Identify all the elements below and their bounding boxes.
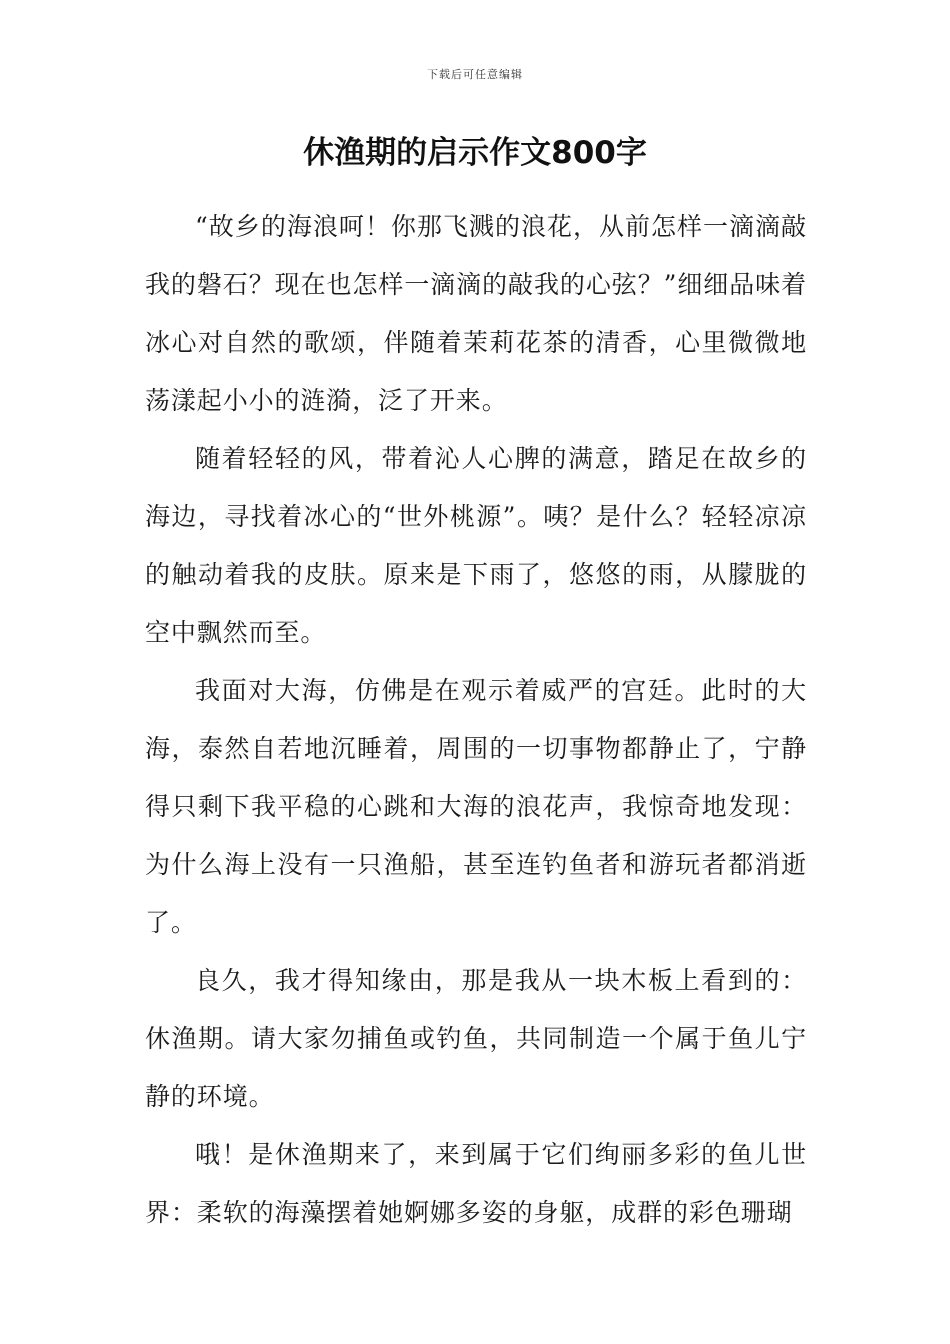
header-note: 下载后可任意编辑 (427, 68, 523, 81)
paragraph: 随着轻轻的风，带着沁人心脾的满意，踏足在故乡的海边，寻找着冰心的“世外桃源”。咦？是什么？轻轻凉凉的触动着我的皮肤。原来是下雨了，悠悠的雨，从朦胧的空中飘然而至。 (145, 444, 807, 647)
paragraph: 良久，我才得知缘由，那是我从一块木板上看到的：休渔期。请大家勿捕鱼或钓鱼，共同制造一个属于鱼儿宁静的环境。 (145, 966, 807, 1111)
paragraph: 哦！是休渔期来了，来到属于它们绚丽多彩的鱼儿世界：柔软的海藻摆着她婀娜多姿的身躯，成群的彩色珊瑚 (145, 1140, 807, 1227)
document-body (145, 198, 807, 1242)
paragraph: 我面对大海，仿佛是在观示着威严的宫廷。此时的大海，泰然自若地沉睡着，周围的一切事物都静止了，宁静得只剩下我平稳的心跳和大海的浪花声，我惊奇地发现：为什么海上没有一只渔船，甚至连钓鱼者和游玩者都消逝了。 (145, 676, 807, 937)
document-title: 休渔期的启示作文800字 (303, 135, 647, 171)
paragraph: “故乡的海浪呵！你那飞溅的浪花，从前怎样一滴滴敲我的磐石？现在也怎样一滴滴的敲我的心弦？”细细品味着冰心对自然的歌颂，伴随着茉莉花茶的清香，心里微微地荡漾起小小的涟漪，泛了开来。 (145, 212, 807, 415)
